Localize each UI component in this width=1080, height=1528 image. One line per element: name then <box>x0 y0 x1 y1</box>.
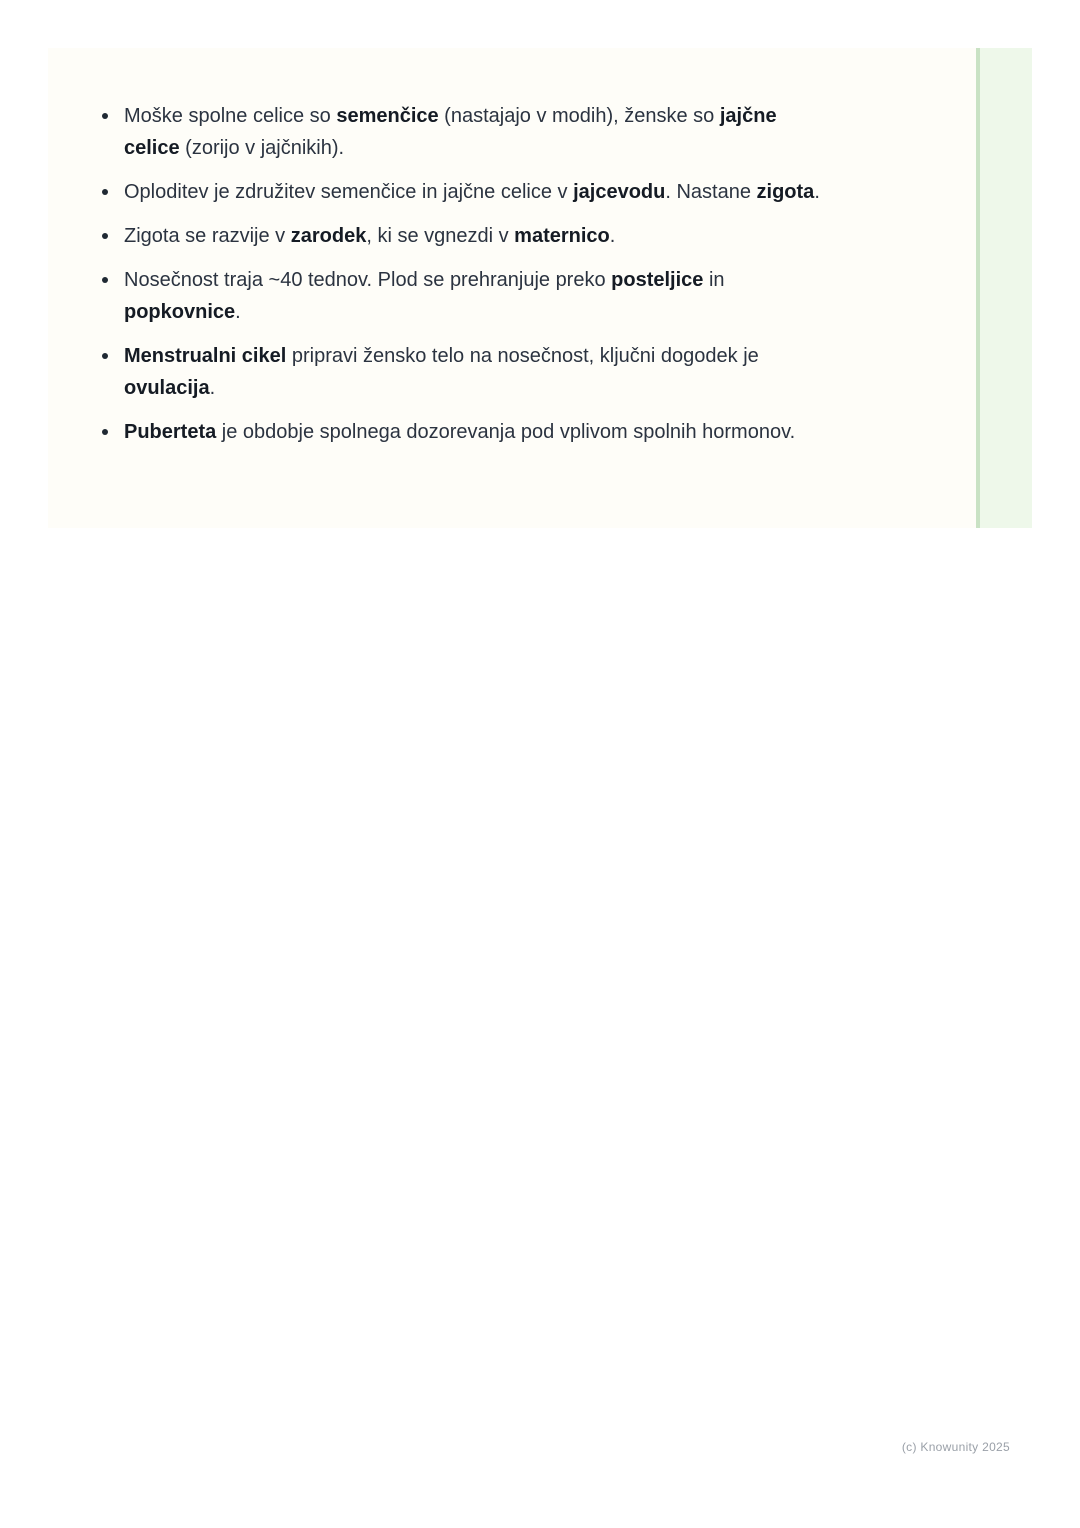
text-segment: pripravi žensko telo na nosečnost, ključni dogodek je <box>286 345 759 367</box>
bold-term: posteljice <box>611 269 704 291</box>
text-segment: , ki se vgnezdi v <box>366 225 515 247</box>
text-segment: je obdobje spolnega dozorevanja pod vplivom spolnih hormonov. <box>216 421 796 443</box>
copyright-text: (c) Knowunity 2025 <box>901 1440 1010 1454</box>
text-segment: in <box>703 269 725 291</box>
text-segment: Zigota se razvije v <box>124 225 291 247</box>
summary-box <box>48 48 976 528</box>
text-segment: . <box>814 181 820 203</box>
list-item <box>124 220 824 252</box>
list-item <box>124 176 824 208</box>
text-segment: . <box>209 377 216 399</box>
text-segment: Oploditev je združitev semenčice in jajčne celice v <box>124 181 574 203</box>
text-segment: . <box>235 301 241 323</box>
list-item <box>124 416 824 448</box>
bold-term: jajčne celice <box>124 105 777 159</box>
text-segment: . Nastane <box>665 181 757 203</box>
bold-term: jajcevodu <box>573 181 666 203</box>
list-item <box>124 340 824 404</box>
summary-list <box>124 100 824 460</box>
text-segment: (zorijo v jajčnikih). <box>179 137 345 159</box>
bold-term: maternico <box>514 225 610 247</box>
bold-term: Puberteta <box>124 421 217 443</box>
bold-term: Menstrualni cikel <box>124 345 287 367</box>
bold-term: zigota <box>756 181 815 203</box>
side-panel <box>976 48 1032 528</box>
text-segment: Nosečnost traja ~40 tednov. Plod se prehranjuje preko <box>124 269 612 291</box>
bold-term: semenčice <box>336 105 439 127</box>
bold-term: zarodek <box>290 225 367 247</box>
text-segment: Moške spolne celice so <box>124 105 337 127</box>
list-item <box>124 100 824 164</box>
list-item <box>124 264 824 328</box>
bold-term: ovulacija <box>124 377 210 399</box>
text-segment: (nastajajo v modih), ženske so <box>438 105 720 127</box>
bold-term: popkovnice <box>124 301 236 323</box>
text-segment: . <box>609 225 616 247</box>
